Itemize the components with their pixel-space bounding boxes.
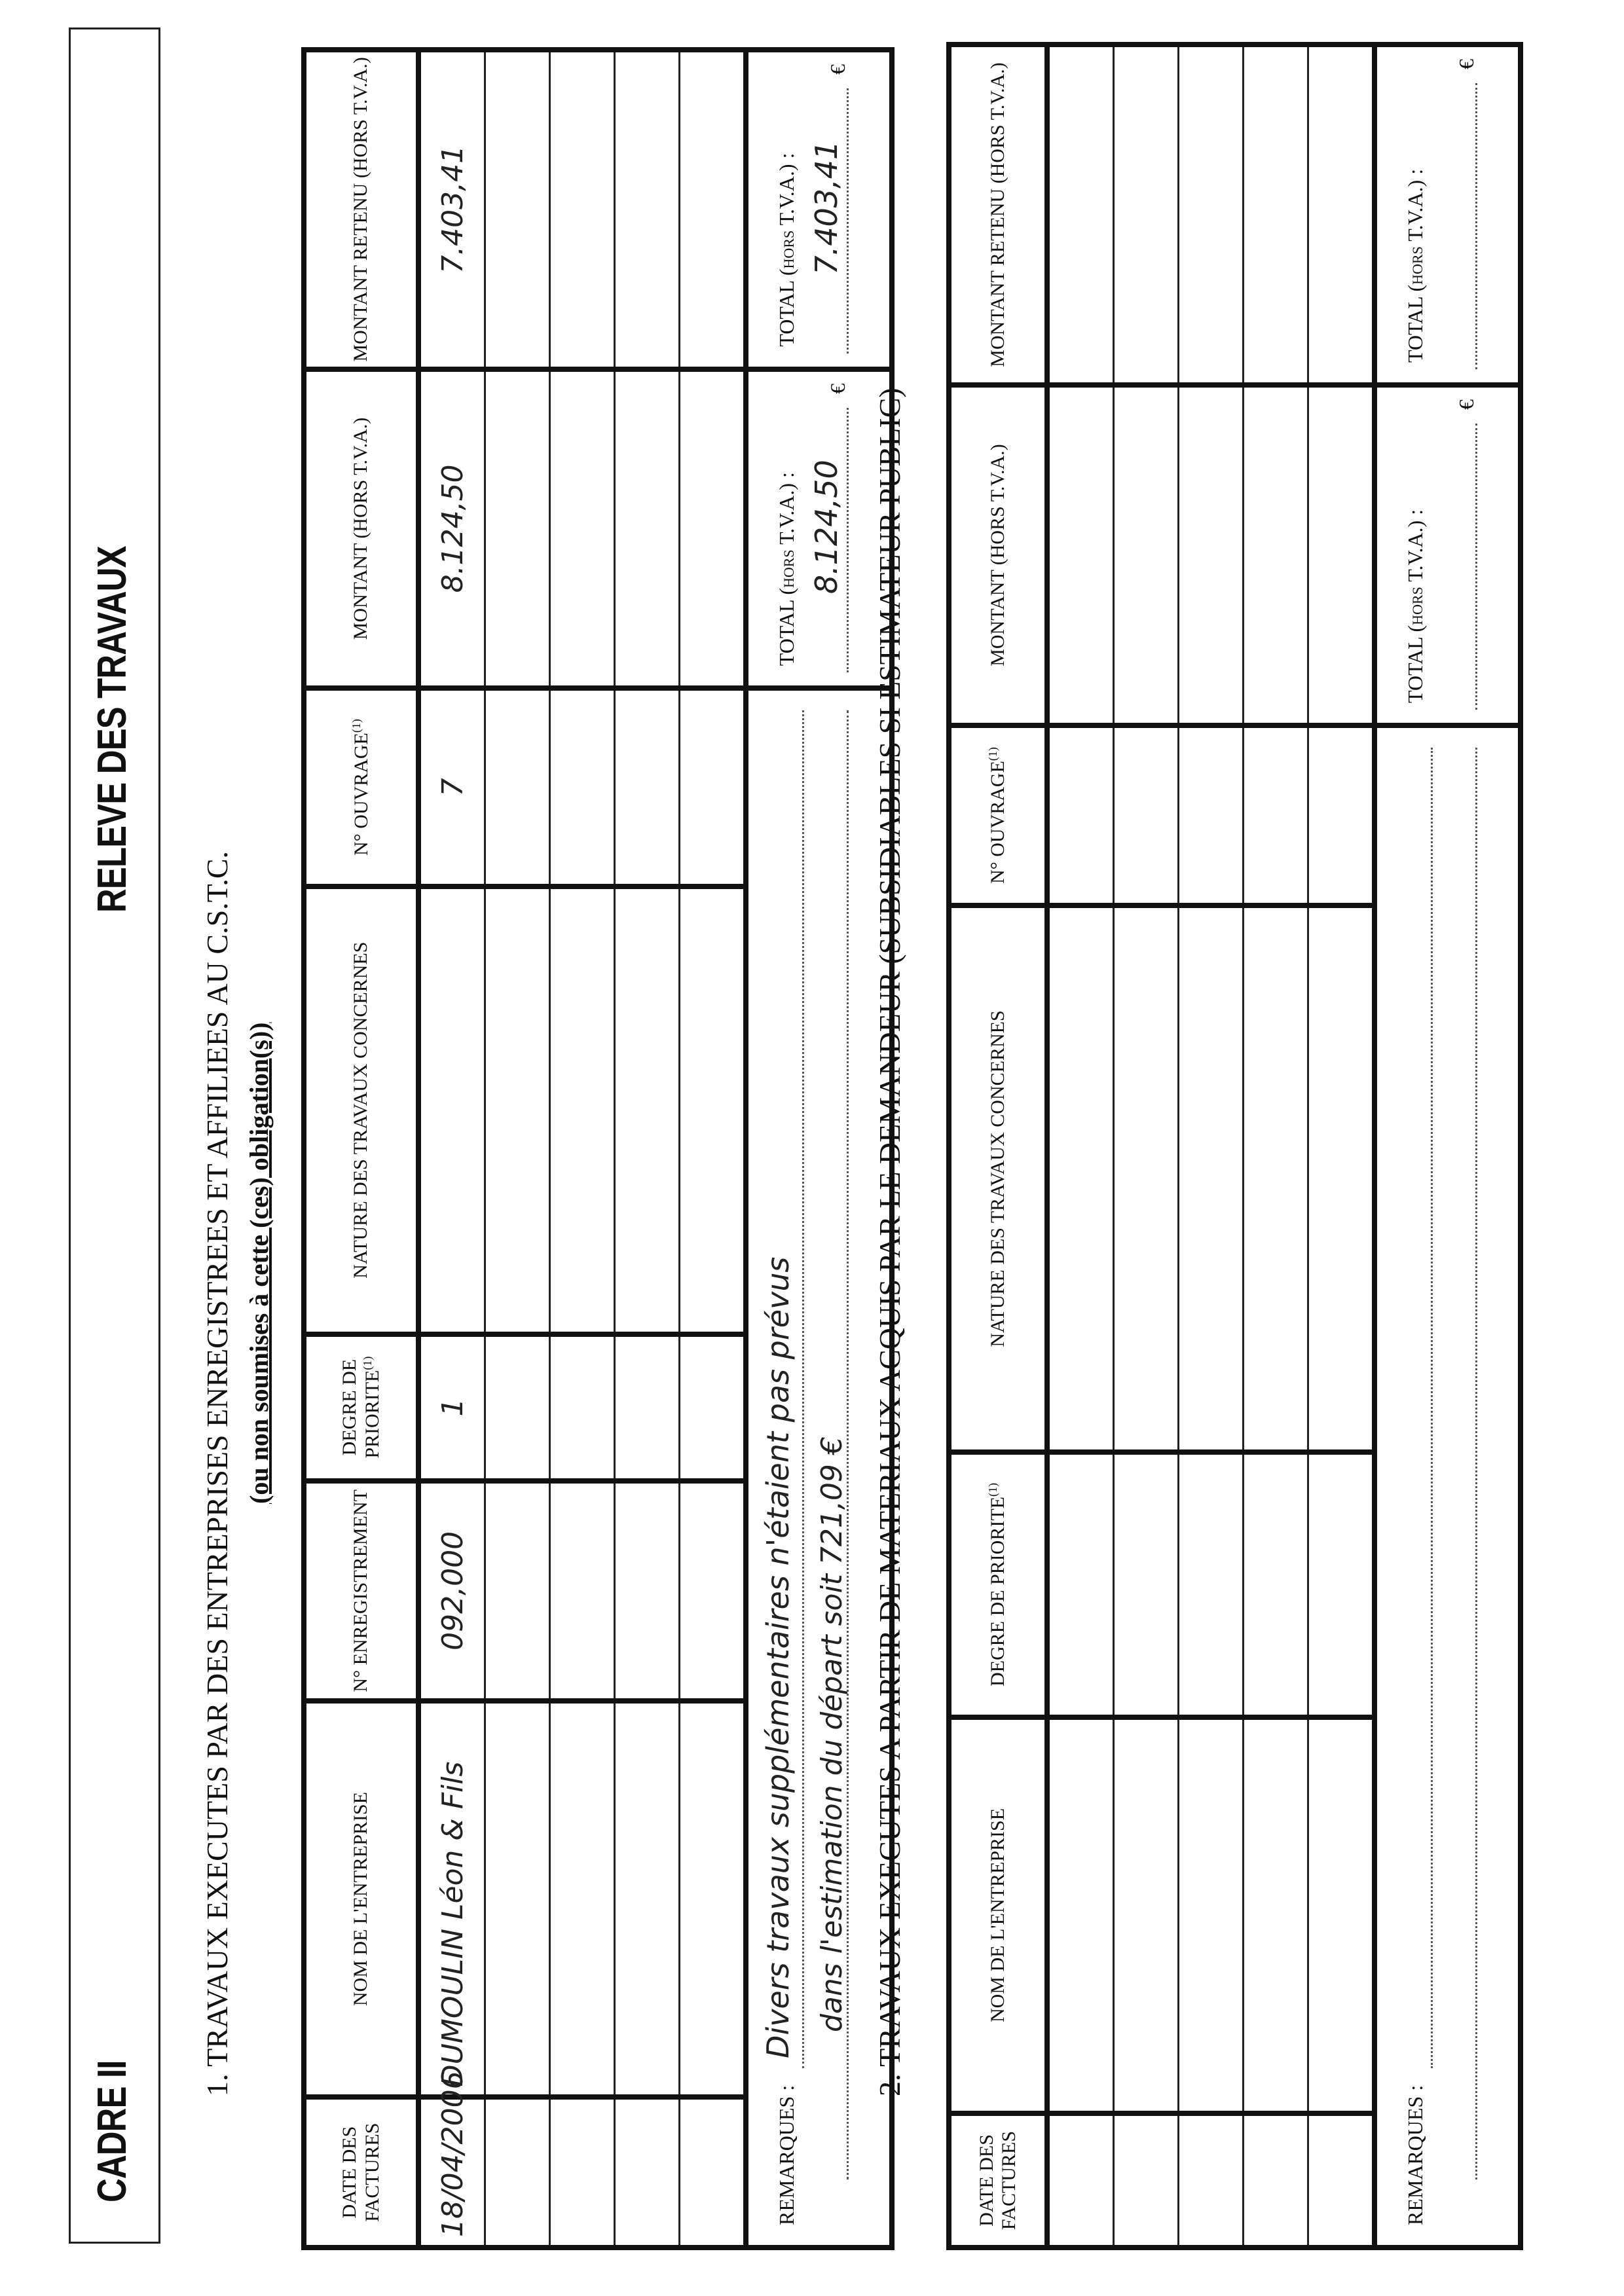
euro-sign: €	[1454, 59, 1478, 69]
total-label: TOTAL (hors T.V.A.) :	[1403, 168, 1427, 363]
entreprise-cell[interactable]	[1047, 1717, 1114, 2113]
remarks-field[interactable]	[746, 688, 892, 2248]
table-row	[615, 50, 680, 2248]
section2-table	[946, 42, 1523, 2250]
footnote-marker: (1)	[349, 719, 363, 733]
total-retenu-field[interactable]	[746, 50, 892, 369]
date-cell[interactable]	[1114, 2113, 1179, 2248]
nature-cell[interactable]	[1308, 905, 1375, 1452]
ouvrage-cell[interactable]	[1114, 725, 1179, 905]
retenu-cell[interactable]	[550, 50, 615, 369]
date-cell[interactable]	[1047, 2113, 1114, 2248]
entreprise-cell[interactable]	[680, 1701, 747, 2097]
montant-cell[interactable]	[1244, 385, 1308, 725]
ouvrage-cell[interactable]	[680, 688, 747, 886]
entreprise-cell[interactable]	[1308, 1717, 1375, 2113]
enregistrement-cell[interactable]	[550, 1481, 615, 1701]
entreprise-cell[interactable]	[485, 1701, 550, 2097]
dotted-line	[847, 710, 849, 2179]
entreprise-cell[interactable]: DUMOULIN Léon & Fils	[418, 1701, 485, 2097]
col-retenu-header: MONTANT RETENU (HORS T.V.A.)	[949, 45, 1047, 385]
total-montant-value: 8.124,50	[809, 460, 844, 594]
table-row	[418, 50, 485, 2248]
degre-cell[interactable]	[1114, 1452, 1179, 1717]
col-degre-header	[304, 1334, 418, 1481]
table-row	[1308, 45, 1375, 2248]
date-cell[interactable]	[1244, 2113, 1308, 2248]
entreprise-cell[interactable]	[550, 1701, 615, 2097]
degre-cell[interactable]	[550, 1334, 615, 1481]
retenu-cell[interactable]	[1179, 45, 1244, 385]
footnote-marker: (1)	[986, 1483, 1000, 1497]
section1-title: 1. TRAVAUX EXECUTES PAR DES ENTREPRISES ENREGISTREES ET AFFILIEES AU C.S.T.C.	[200, 850, 234, 2096]
ouvrage-cell[interactable]	[485, 688, 550, 886]
table-row	[1114, 45, 1179, 2248]
nature-cell[interactable]	[615, 886, 680, 1334]
date-cell[interactable]	[485, 2097, 550, 2248]
degre-label: DEGRE DE PRIORITE	[987, 1497, 1009, 1686]
montant-cell[interactable]	[550, 369, 615, 689]
col-degre-header	[949, 1452, 1047, 1717]
ouvrage-cell[interactable]	[1244, 725, 1308, 905]
degre-cell[interactable]	[680, 1334, 747, 1481]
page-title: RELEVE DES TRAVAUX	[90, 546, 135, 913]
col-entreprise-header: NOM DE L'ENTREPRISE	[949, 1717, 1047, 2113]
degre-cell[interactable]	[485, 1334, 550, 1481]
section2-title: 2. TRAVAUX EXECUTES A PARTIR DE MATERIAUX ACQUIS PAR LE DEMANDEUR (SUBSIDIABLES SI ESTIMATEUR PUBLIC)	[873, 388, 906, 2096]
nature-cell[interactable]	[1114, 905, 1179, 1452]
degre-label: DEGRE DE PRIORITE	[338, 1358, 383, 1459]
nature-cell[interactable]	[680, 886, 747, 1334]
montant-cell[interactable]	[1308, 385, 1375, 725]
enregistrement-cell[interactable]	[485, 1481, 550, 1701]
table-footer	[746, 50, 892, 2248]
degre-cell[interactable]: 1	[418, 1334, 485, 1481]
remarks-label: REMARQUES :	[775, 2085, 798, 2225]
montant-cell[interactable]	[1179, 385, 1244, 725]
ouvrage-cell[interactable]	[615, 688, 680, 886]
retenu-cell[interactable]	[485, 50, 550, 369]
table-row	[550, 50, 615, 2248]
col-montant-header: MONTANT (HORS T.V.A.)	[949, 385, 1047, 725]
dotted-line	[847, 408, 849, 673]
enregistrement-cell[interactable]	[680, 1481, 747, 1701]
footnote-marker: (1)	[986, 747, 1000, 761]
cadre-label: CADRE II	[90, 2060, 135, 2202]
dotted-line	[802, 710, 804, 2068]
nature-cell[interactable]	[418, 886, 485, 1334]
entreprise-cell[interactable]	[1179, 1717, 1244, 2113]
total-label: TOTAL (hors T.V.A.) :	[775, 472, 798, 666]
col-nature-header: NATURE DES TRAVAUX CONCERNES	[304, 886, 418, 1334]
dotted-line	[1475, 748, 1477, 2179]
date-cell[interactable]	[615, 2097, 680, 2248]
date-cell[interactable]	[1308, 2113, 1375, 2248]
montant-cell[interactable]	[615, 369, 680, 689]
degre-cell[interactable]	[615, 1334, 680, 1481]
col-entreprise-header: NOM DE L'ENTREPRISE	[304, 1701, 418, 2097]
date-cell[interactable]	[1179, 2113, 1244, 2248]
section1-subtitle: (ou non soumises à cette (ces) obligation(s))	[244, 1022, 274, 1504]
ouvrage-cell[interactable]	[550, 688, 615, 886]
degre-cell[interactable]	[1244, 1452, 1308, 1717]
section1-table	[301, 47, 895, 2250]
retenu-cell[interactable]	[615, 50, 680, 369]
dotted-line	[847, 88, 849, 354]
col-nature-header: NATURE DES TRAVAUX CONCERNES	[949, 905, 1047, 1452]
montant-cell[interactable]	[485, 369, 550, 689]
remarks-field[interactable]	[1375, 725, 1521, 2248]
total-montant-field[interactable]	[746, 369, 892, 689]
dotted-line	[1431, 748, 1433, 2068]
date-cell[interactable]	[550, 2097, 615, 2248]
remarks-text-line1: Divers travaux supplémentaires n'étaient pas prévus	[760, 1256, 796, 2058]
euro-sign: €	[1454, 399, 1478, 410]
retenu-cell[interactable]	[1308, 45, 1375, 385]
total-retenu-value: 7.403,41	[809, 140, 844, 275]
col-enregistrement-header: N° ENREGISTREMENT	[304, 1481, 418, 1701]
enregistrement-cell[interactable]: 092,000	[418, 1481, 485, 1701]
col-montant-header: MONTANT (HORS T.V.A.)	[304, 369, 418, 689]
date-cell[interactable]: 18/04/2006	[418, 2097, 485, 2248]
nature-cell[interactable]	[1179, 905, 1244, 1452]
entreprise-cell[interactable]	[1114, 1717, 1179, 2113]
ouvrage-label: N° OUVRAGE	[987, 761, 1009, 884]
table-row	[1047, 45, 1114, 2248]
montant-cell[interactable]	[1047, 385, 1114, 725]
montant-cell[interactable]	[1114, 385, 1179, 725]
total-montant-field[interactable]	[1375, 385, 1521, 725]
col-ouvrage-header	[949, 725, 1047, 905]
col-date-header: DATE DES FACTURES	[949, 2113, 1047, 2248]
table-row	[1244, 45, 1308, 2248]
degre-cell[interactable]	[1179, 1452, 1244, 1717]
total-label: TOTAL (hors T.V.A.) :	[775, 153, 798, 347]
ouvrage-cell[interactable]	[1047, 725, 1114, 905]
table-row	[485, 50, 550, 2248]
euro-sign: €	[826, 383, 849, 394]
table-footer	[1375, 45, 1521, 2248]
nature-cell[interactable]	[550, 886, 615, 1334]
total-label: TOTAL (hors T.V.A.) :	[1403, 509, 1427, 703]
total-retenu-field[interactable]	[1375, 45, 1521, 385]
ouvrage-cell[interactable]	[1308, 725, 1375, 905]
col-retenu-header: MONTANT RETENU (HORS T.V.A.)	[304, 50, 418, 369]
table-row	[680, 50, 747, 2248]
dotted-line	[1475, 83, 1477, 369]
retenu-cell[interactable]	[1114, 45, 1179, 385]
nature-cell[interactable]	[485, 886, 550, 1334]
degre-cell[interactable]	[1308, 1452, 1375, 1717]
remarks-text-line2: dans l'estimation du départ soit 721,09 €	[815, 1436, 849, 2032]
ouvrage-cell[interactable]: 7	[418, 688, 485, 886]
nature-cell[interactable]	[1047, 905, 1114, 1452]
table-row	[1179, 45, 1244, 2248]
remarks-label: REMARQUES :	[1403, 2085, 1427, 2225]
entreprise-cell[interactable]	[1244, 1717, 1308, 2113]
retenu-cell[interactable]: 7.403,41	[418, 50, 485, 369]
col-date-header: DATE DES FACTURES	[304, 2097, 418, 2248]
retenu-cell[interactable]	[680, 50, 747, 369]
retenu-cell[interactable]	[1047, 45, 1114, 385]
col-ouvrage-header	[304, 688, 418, 886]
montant-cell[interactable]	[680, 369, 747, 689]
entreprise-cell[interactable]	[615, 1701, 680, 2097]
nature-cell[interactable]	[1244, 905, 1308, 1452]
ouvrage-cell[interactable]	[1179, 725, 1244, 905]
footnote-marker: (1)	[361, 1356, 374, 1370]
header-box	[69, 27, 160, 2244]
enregistrement-cell[interactable]	[615, 1481, 680, 1701]
date-cell[interactable]	[680, 2097, 747, 2248]
ouvrage-label: N° OUVRAGE	[350, 733, 372, 856]
montant-cell[interactable]: 8.124,50	[418, 369, 485, 689]
degre-cell[interactable]	[1047, 1452, 1114, 1717]
euro-sign: €	[826, 64, 849, 75]
retenu-cell[interactable]	[1244, 45, 1308, 385]
dotted-line	[1475, 424, 1477, 710]
